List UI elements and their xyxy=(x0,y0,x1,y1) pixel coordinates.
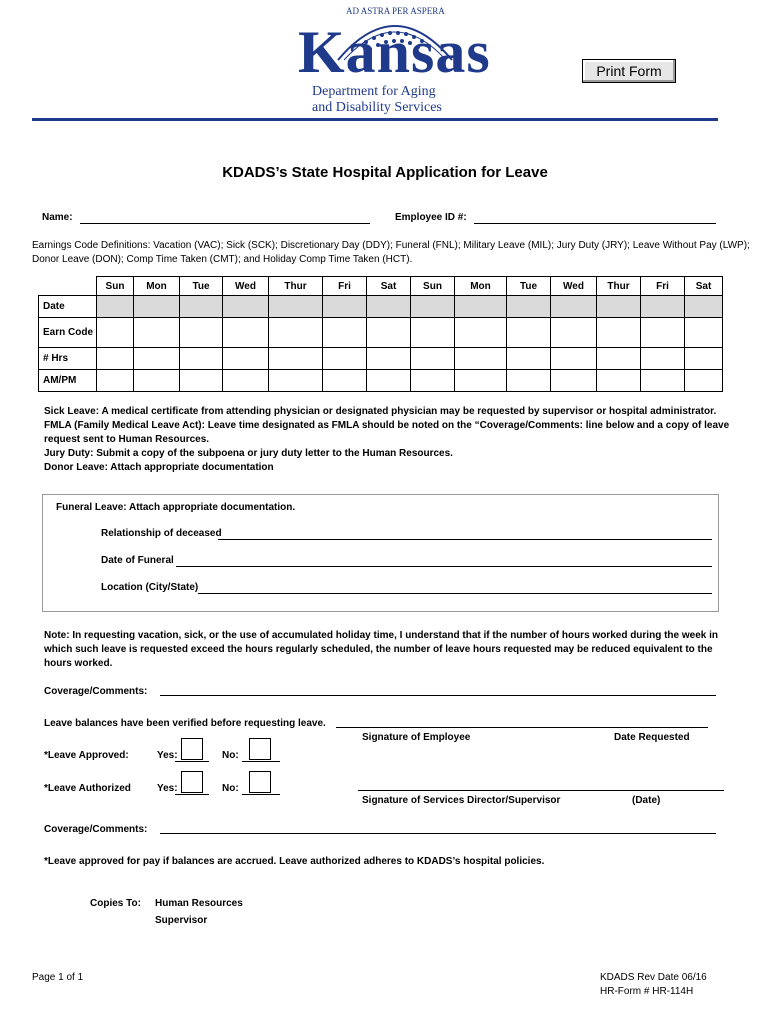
location-field[interactable] xyxy=(198,593,712,594)
cell[interactable] xyxy=(97,370,134,392)
cell[interactable] xyxy=(411,370,455,392)
day-header: Thur xyxy=(597,277,641,296)
copies-human-resources: Human Resources xyxy=(155,898,243,909)
row-label-earn-code: Earn Code xyxy=(39,318,97,348)
date-cell[interactable] xyxy=(269,296,323,318)
funeral-date-label: Date of Funeral xyxy=(101,555,174,566)
leave-table xyxy=(38,276,723,392)
coverage-field[interactable] xyxy=(160,695,716,696)
row-label-date: Date xyxy=(39,296,97,318)
day-header: Sun xyxy=(97,277,134,296)
name-label: Name: xyxy=(42,212,73,223)
authorized-yes-label: Yes: xyxy=(157,783,178,794)
cell[interactable] xyxy=(551,348,597,370)
authorized-no-label: No: xyxy=(222,783,239,794)
date-cell[interactable] xyxy=(323,296,367,318)
fmla-note-line1: FMLA (Family Medical Leave Act): Leave time designated as FMLA should be noted on the “Coverage/Comments: line below and a copy of leave xyxy=(44,420,730,431)
relationship-label: Relationship of deceased xyxy=(101,528,222,539)
note-line1: Note: In requesting vacation, sick, or the use of accumulated holiday time, I understand that if the number of hours worked during the week in xyxy=(44,630,718,641)
cell[interactable] xyxy=(134,348,180,370)
approved-no-checkbox[interactable] xyxy=(249,738,271,760)
cell[interactable] xyxy=(551,370,597,392)
motto: AD ASTRA PER ASPERA xyxy=(346,6,445,16)
date-cell[interactable] xyxy=(223,296,269,318)
cell[interactable] xyxy=(180,370,223,392)
cell[interactable] xyxy=(269,348,323,370)
dept-line-1: Department for Aging xyxy=(312,84,436,99)
employee-signature-field[interactable] xyxy=(336,727,708,728)
table-row xyxy=(39,296,723,318)
date-cell[interactable] xyxy=(455,296,507,318)
day-header: Mon xyxy=(134,277,180,296)
cell[interactable] xyxy=(597,318,641,348)
approved-yes-line xyxy=(175,761,209,762)
note-line3: hours worked. xyxy=(44,658,113,669)
table-row xyxy=(39,318,723,348)
authorized-no-line xyxy=(242,794,280,795)
day-header: Sat xyxy=(685,277,723,296)
approved-yes-label: Yes: xyxy=(157,750,178,761)
day-header: Fri xyxy=(641,277,685,296)
cell[interactable] xyxy=(180,348,223,370)
form-number: HR-Form # HR-114H xyxy=(600,986,694,997)
director-signature-field[interactable] xyxy=(358,790,724,791)
cell[interactable] xyxy=(507,318,551,348)
fmla-note-line2: request sent to Human Resources. xyxy=(44,434,210,445)
cell[interactable] xyxy=(641,348,685,370)
cell[interactable] xyxy=(223,370,269,392)
print-form-button[interactable]: Print Form xyxy=(582,59,676,83)
note-line2: which such leave is requested exceed the hours regularly scheduled, the number of leave hours requested may be reduced equivalent to the xyxy=(44,644,713,655)
earnings-code-line2: Donor Leave (DON); Comp Time Taken (CMT); and Holiday Comp Time Taken (HCT). xyxy=(32,254,413,265)
cell[interactable] xyxy=(597,370,641,392)
cell[interactable] xyxy=(323,370,367,392)
cell[interactable] xyxy=(323,318,367,348)
cell[interactable] xyxy=(134,318,180,348)
day-header: Tue xyxy=(180,277,223,296)
cell[interactable] xyxy=(455,318,507,348)
cell[interactable] xyxy=(597,348,641,370)
jury-duty-note: Jury Duty: Submit a copy of the subpoena or jury duty letter to the Human Resources. xyxy=(44,448,453,459)
row-label-ampm: AM/PM xyxy=(39,370,97,392)
leave-approved-label: *Leave Approved: xyxy=(44,750,129,761)
cell[interactable] xyxy=(269,370,323,392)
donor-leave-note: Donor Leave: Attach appropriate documentation xyxy=(44,462,274,473)
cell[interactable] xyxy=(223,348,269,370)
approved-yes-checkbox[interactable] xyxy=(181,738,203,760)
cell[interactable] xyxy=(411,348,455,370)
table-row xyxy=(39,348,723,370)
date-requested-label: Date Requested xyxy=(614,732,690,743)
kansas-logo: Kansas xyxy=(298,19,491,85)
employee-id-field[interactable] xyxy=(474,223,716,224)
date-cell[interactable] xyxy=(367,296,411,318)
cell[interactable] xyxy=(367,318,411,348)
coverage-label: Coverage/Comments: xyxy=(44,686,148,697)
location-label: Location (City/State) xyxy=(101,582,199,593)
date-cell[interactable] xyxy=(97,296,134,318)
signature-employee-label: Signature of Employee xyxy=(362,732,471,743)
cell[interactable] xyxy=(97,348,134,370)
copies-supervisor: Supervisor xyxy=(155,915,208,926)
funeral-heading: Funeral Leave: Attach appropriate documentation. xyxy=(56,502,296,513)
day-header: Wed xyxy=(551,277,597,296)
footnote: *Leave approved for pay if balances are accrued. Leave authorized adheres to KDADS’s hospital policies. xyxy=(44,856,545,867)
cell[interactable] xyxy=(367,370,411,392)
department-name xyxy=(312,84,442,116)
page-title: KDADS’s State Hospital Application for Leave xyxy=(222,164,548,181)
date-cell[interactable] xyxy=(507,296,551,318)
date-cell[interactable] xyxy=(180,296,223,318)
date-cell[interactable] xyxy=(641,296,685,318)
cell[interactable] xyxy=(455,370,507,392)
header-divider xyxy=(32,118,718,121)
day-header: Sun xyxy=(411,277,455,296)
cell[interactable] xyxy=(685,370,723,392)
authorized-yes-line xyxy=(175,794,209,795)
earnings-code-line1: Earnings Code Definitions: Vacation (VAC); Sick (SCK); Discretionary Day (DDY); Funeral (FNL); Military Leave (MIL); Jury Duty (JRY); Leave Without Pay (LWP); xyxy=(32,240,750,251)
balances-verified-text: Leave balances have been verified before requesting leave. xyxy=(44,718,326,729)
day-header: Mon xyxy=(455,277,507,296)
day-header: Fri xyxy=(323,277,367,296)
cell[interactable] xyxy=(367,348,411,370)
signature-director-label: Signature of Services Director/Supervisor xyxy=(362,795,561,806)
funeral-date-field[interactable] xyxy=(176,566,712,567)
cell[interactable] xyxy=(507,370,551,392)
date-cell[interactable] xyxy=(551,296,597,318)
date-cell[interactable] xyxy=(134,296,180,318)
relationship-field[interactable] xyxy=(218,539,712,540)
day-header: Tue xyxy=(507,277,551,296)
employee-id-label: Employee ID #: xyxy=(395,212,467,223)
coverage-field-2[interactable] xyxy=(160,833,716,834)
cell[interactable] xyxy=(685,348,723,370)
cell[interactable] xyxy=(180,318,223,348)
cell[interactable] xyxy=(507,348,551,370)
date-cell[interactable] xyxy=(685,296,723,318)
day-header: Wed xyxy=(223,277,269,296)
cell[interactable] xyxy=(223,318,269,348)
day-header: Thur xyxy=(269,277,323,296)
director-date-label: (Date) xyxy=(632,795,661,806)
date-cell[interactable] xyxy=(411,296,455,318)
day-header: Sat xyxy=(367,277,411,296)
cell[interactable] xyxy=(323,348,367,370)
table-row xyxy=(39,370,723,392)
cell[interactable] xyxy=(551,318,597,348)
leave-authorized-label: *Leave Authorized xyxy=(44,783,131,794)
cell[interactable] xyxy=(641,318,685,348)
copies-to-label: Copies To: xyxy=(90,898,141,909)
table-header-row xyxy=(39,277,723,296)
approved-no-line xyxy=(242,761,280,762)
authorized-no-checkbox[interactable] xyxy=(249,771,271,793)
cell[interactable] xyxy=(134,370,180,392)
authorized-yes-checkbox[interactable] xyxy=(181,771,203,793)
date-cell[interactable] xyxy=(597,296,641,318)
cell[interactable] xyxy=(641,370,685,392)
approved-no-label: No: xyxy=(222,750,239,761)
sick-leave-note: Sick Leave: A medical certificate from attending physician or designated physician may be requested by supervisor or hospital administrator. xyxy=(44,406,717,417)
cell[interactable] xyxy=(97,318,134,348)
rev-date: KDADS Rev Date 06/16 xyxy=(600,972,707,983)
name-field[interactable] xyxy=(80,223,370,224)
cell[interactable] xyxy=(411,318,455,348)
cell[interactable] xyxy=(269,318,323,348)
row-label-hrs: # Hrs xyxy=(39,348,97,370)
coverage-label-2: Coverage/Comments: xyxy=(44,824,148,835)
dept-line-2: and Disability Services xyxy=(312,100,442,115)
page-number: Page 1 of 1 xyxy=(32,972,84,983)
cell[interactable] xyxy=(455,348,507,370)
cell[interactable] xyxy=(685,318,723,348)
